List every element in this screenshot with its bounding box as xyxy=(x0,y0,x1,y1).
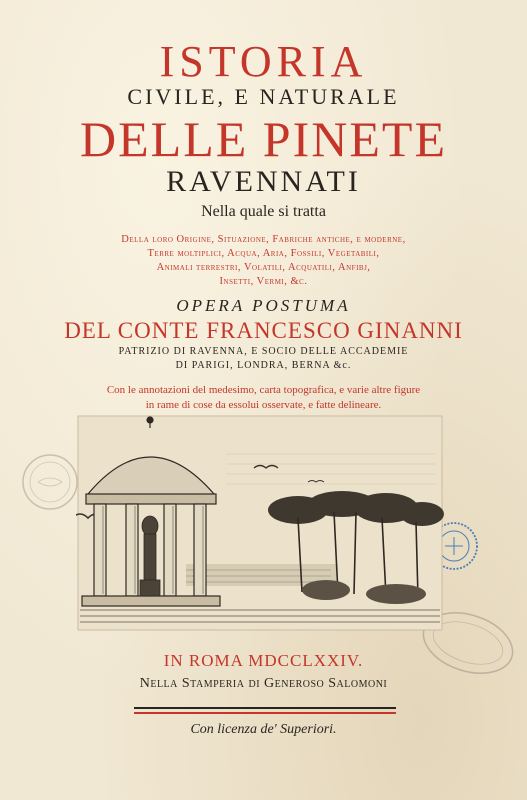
imprint-place-date: IN ROMA MDCCLXXIV. xyxy=(163,651,364,670)
title-civile-naturale: CIVILE, E NATURALE xyxy=(127,84,400,109)
subtitle-intro: Nella quale si tratta xyxy=(201,203,326,220)
engraving-vignette xyxy=(76,414,444,632)
library-stamp-left xyxy=(20,452,80,512)
description-line: Terre moltiplici, Acqua, Aria, Fossili, Vegetabili, xyxy=(147,248,380,259)
author-name: DEL CONTE FRANCESCO GINANNI xyxy=(64,318,463,343)
annotation-line: Con le annotazioni del medesimo, carta topografica, e varie altre figure xyxy=(106,384,421,396)
title-delle-pinete: DELLE PINETE xyxy=(80,111,447,167)
description-line: Insetti, Vermi, &c. xyxy=(219,276,308,287)
divider-rule-black xyxy=(134,707,396,709)
author-title-line: DI PARIGI, LONDRA, BERNA &c. xyxy=(175,360,352,371)
author-title-line: PATRIZIO DI RAVENNA, E SOCIO DELLE ACCADEMIE xyxy=(118,346,409,357)
divider-rule-red xyxy=(134,712,396,714)
opera-postuma: OPERA POSTUMA xyxy=(176,296,351,315)
description-line: Animali terrestri, Volatili, Acquatili, Anfibj, xyxy=(156,262,371,273)
title-ravennati: RAVENNATI xyxy=(166,165,361,198)
annotation-line: in rame di cose da essolui osservate, e fatte delineare. xyxy=(145,399,382,411)
description-line: Della loro Origine, Situazione, Fabriche antiche, e moderne, xyxy=(121,234,406,245)
title-istoria: ISTORIA xyxy=(159,37,368,86)
imprint-printer: Nella Stamperia di Generoso Salomoni xyxy=(139,676,388,691)
license-line: Con licenza de' Superiori. xyxy=(190,722,337,737)
